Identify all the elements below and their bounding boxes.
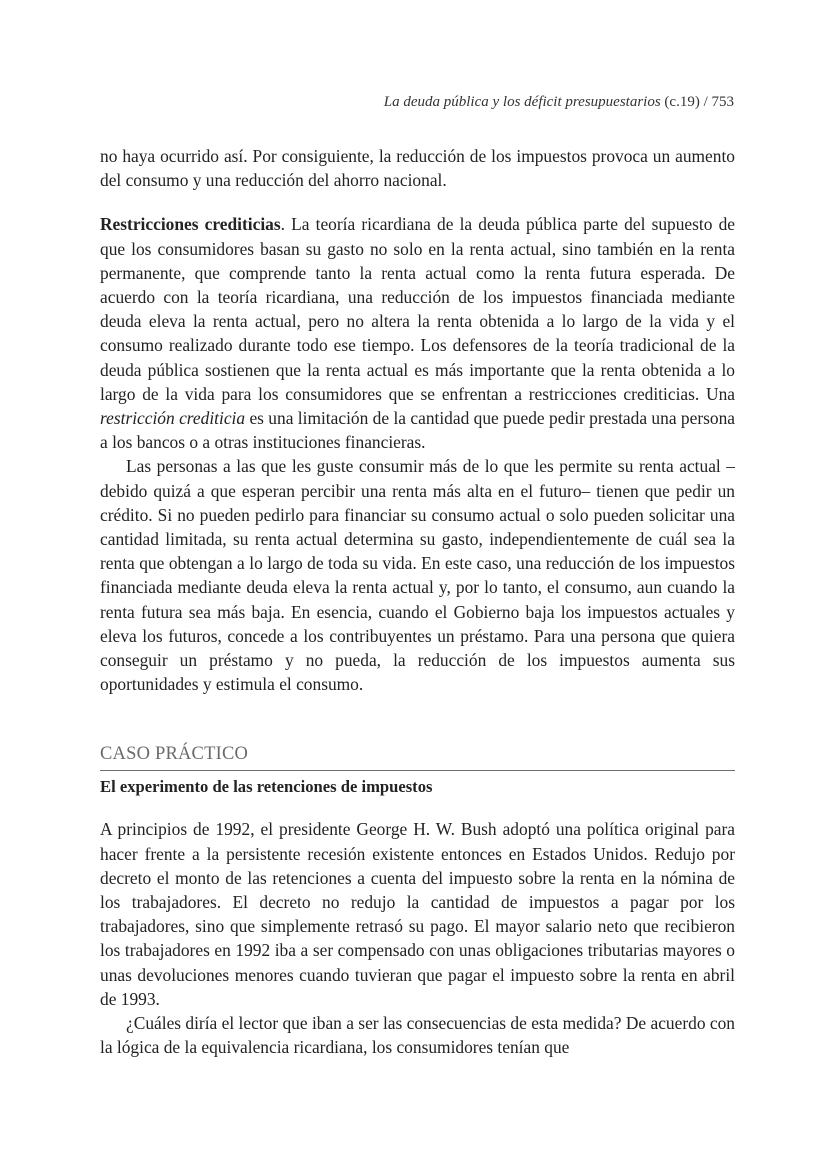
page-number: 753 [711, 94, 734, 110]
section-lead-heading: Restricciones crediticias [100, 214, 281, 235]
running-header-title: La deuda pública y los déficit presupuestarios [383, 94, 661, 110]
paragraph-credit-constraints [100, 212, 735, 454]
case-study-paragraph: A principios de 1992, el presidente George H. W. Bush adoptó una política original para hacer frente a la persistente recesión existente entonces en Estados Unidos. Redujo por decreto el monto de las retenciones a cuenta del impuesto sobre la renta en la nómina de los trabajadores. El decreto no redujo la cantidad de impuestos a pagar por los trabajadores, sino que simplemente retrasó su pago. El mayor salario neto que recibieron los trabajadores en 1992 iba a ser compensado con unas obligaciones tributarias mayores o unas devoluciones menores cuando tuvieran que pagar el impuesto sobre la renta en abril de 1993. [100, 819, 735, 1009]
defined-term: restricción crediticia [100, 408, 246, 429]
paragraph: Las personas a las que les guste consumir más de lo que les permite su renta actual –debido quizá a que esperan percibir una renta más alta en el futuro– tienen que pedir un crédito. Si no pueden pedirlo para financiar su consumo actual o solo pueden solicitar una cantidad limitada, su renta actual determina su gasto, independientemente de cuál sea la renta que obtengan a lo largo de toda su vida. En este caso, una reducción de los impuestos financiada mediante deuda eleva la renta actual y, por lo tanto, el consumo, aun cuando la renta futura sea más baja. En esencia, cuando el Gobierno baja los impuestos actuales y eleva los futuros, concede a los contribuyentes un préstamo. Para una persona que quiera conseguir un préstamo y no pueda, la reducción de los impuestos aumenta sus oportunidades y estimula el consumo. [100, 456, 735, 695]
paragraph-continuation: no haya ocurrido así. Por consiguiente, la reducción de los impuestos provoca un aumento del consumo y una reducción del ahorro nacional. [100, 146, 735, 191]
paragraph-text: . La teoría ricardiana de la deuda pública parte del supuesto de que los consumidores basan su gasto no solo en la renta actual, sino también en la renta permanente, que comprende tanto la renta actual como la renta futura esperada. De acuerdo con la teoría ricardiana, una reducción de los impuestos financiada mediante deuda eleva la renta actual, pero no altera la renta obtenida a lo largo de la vida y el consumo realizado durante todo ese tiempo. Los defensores de la teoría tradicional de la deuda pública sostienen que la renta actual es más importante que la renta obtenida a lo largo de la vida para los consumidores que se enfrentan a restricciones crediticias. Una [100, 214, 735, 404]
running-header-chapter: (c.19) [664, 94, 700, 110]
case-study-title: El experimento de las retenciones de impuestos [100, 777, 433, 797]
case-study-paragraph: ¿Cuáles diría el lector que iban a ser las consecuencias de esta medida? De acuerdo con la lógica de la equivalencia ricardiana, los consumidores tenían que [100, 1013, 735, 1058]
running-header-separator: / [703, 94, 708, 110]
paragraph-text: es una limitación de la cantidad que puede pedir prestada una persona a los bancos o a otras instituciones financieras. [100, 408, 735, 453]
page-body [100, 144, 735, 1060]
running-header [384, 94, 734, 111]
case-study-label: CASO PRÁCTICO [100, 742, 735, 771]
